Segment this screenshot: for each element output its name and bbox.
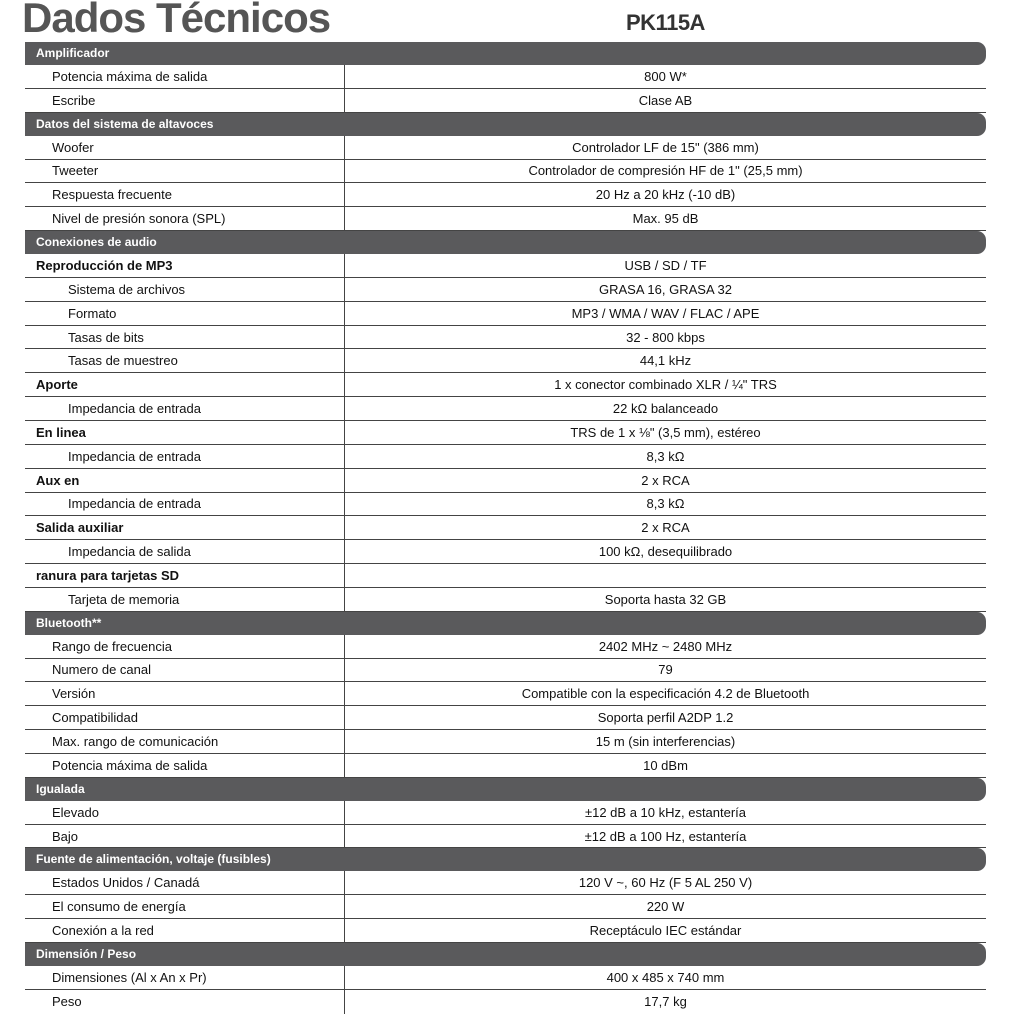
spec-label: Tweeter [25,160,345,183]
section-header: Amplificador [25,42,986,65]
spec-value: ±12 dB a 10 kHz, estantería [584,804,747,820]
spec-value: GRASA 16, GRASA 32 [599,281,732,297]
spec-value: 15 m (sin interferencias) [595,734,736,750]
spec-value: 17,7 kg [644,994,687,1010]
spec-label: Bajo [25,825,345,848]
spec-row [25,682,986,706]
spec-label: El consumo de energía [25,895,345,918]
spec-label: Max. rango de comunicación [25,730,345,753]
spec-row [25,254,986,278]
spec-value: MP3 / WMA / WAV / FLAC / APE [571,305,760,321]
section-header: Igualada [25,778,986,801]
spec-value: 2 x RCA [641,520,690,536]
spec-value: 2402 MHz ~ 2480 MHz [598,638,733,654]
spec-row [25,349,986,373]
spec-row [25,966,986,990]
spec-value: Compatible con la especificación 4.2 de Bluetooth [521,686,810,702]
spec-row [25,469,986,493]
spec-value: 1 x conector combinado XLR / ¼" TRS [554,377,777,393]
spec-row [25,895,986,919]
spec-value: 8,3 kΩ [646,448,685,464]
section-header: Conexiones de audio [25,231,986,254]
spec-row [25,65,986,89]
section-header: Fuente de alimentación, voltaje (fusibles) [25,848,986,871]
spec-value: 22 kΩ balanceado [612,401,719,417]
spec-row [25,373,986,397]
spec-value: 32 - 800 kbps [626,329,705,345]
spec-label: Aporte [25,373,345,396]
spec-value: Soporta perfil A2DP 1.2 [597,710,734,726]
spec-label: Peso [25,990,345,1014]
spec-table [25,42,986,1014]
spec-label: Escribe [25,89,345,112]
spec-label: ranura para tarjetas SD [25,564,345,587]
spec-row [25,183,986,207]
spec-value: ±12 dB a 100 Hz, estantería [584,828,747,844]
spec-label: Potencia máxima de salida [25,754,345,777]
spec-label: Tarjeta de memoria [25,588,345,611]
spec-row [25,801,986,825]
page-title: Dados Técnicos [22,0,331,41]
spec-value: Max. 95 dB [632,211,699,227]
section-header: Datos del sistema de altavoces [25,113,986,136]
spec-label: Formato [25,302,345,325]
spec-value: 10 dBm [643,757,688,773]
spec-value: 44,1 kHz [639,353,692,369]
spec-value: Soporta hasta 32 GB [604,591,727,607]
spec-label: Potencia máxima de salida [25,65,345,88]
spec-label: Impedancia de entrada [25,493,345,516]
spec-row [25,706,986,730]
spec-row [25,207,986,231]
model-name: PK115A [626,10,705,35]
spec-value: Controlador de compresión HF de 1" (25,5 mm) [528,163,803,179]
spec-label: Rango de frecuencia [25,635,345,658]
spec-row [25,659,986,683]
spec-row [25,588,986,612]
spec-row [25,160,986,184]
spec-value: 2 x RCA [641,472,690,488]
spec-value: 800 W* [644,68,687,84]
spec-row [25,754,986,778]
spec-row [25,516,986,540]
spec-value: TRS de 1 x ⅛" (3,5 mm), estéreo [570,424,761,440]
spec-label: Elevado [25,801,345,824]
spec-value [345,564,986,587]
spec-label: Aux en [25,469,345,492]
spec-label: Impedancia de salida [25,540,345,563]
spec-row [25,871,986,895]
spec-row [25,493,986,517]
spec-label: Salida auxiliar [25,516,345,539]
spec-label: Respuesta frecuente [25,183,345,206]
spec-label: Tasas de muestreo [25,349,345,372]
spec-label: Nivel de presión sonora (SPL) [25,207,345,230]
spec-label: Sistema de archivos [25,278,345,301]
spec-row [25,990,986,1014]
spec-row [25,540,986,564]
section-header: Dimensión / Peso [25,943,986,966]
spec-row [25,278,986,302]
spec-label: Estados Unidos / Canadá [25,871,345,894]
spec-value: USB / SD / TF [624,257,707,273]
spec-row [25,564,986,588]
spec-value: 400 x 485 x 740 mm [606,969,725,985]
spec-row [25,302,986,326]
spec-label: Dimensiones (Al x An x Pr) [25,966,345,989]
spec-value: 100 kΩ, desequilibrado [598,544,733,560]
spec-row [25,825,986,849]
spec-label: Compatibilidad [25,706,345,729]
spec-row [25,136,986,160]
spec-row [25,445,986,469]
spec-row [25,635,986,659]
spec-label: Conexión a la red [25,919,345,942]
spec-value: 20 Hz a 20 kHz (-10 dB) [595,187,736,203]
spec-label: Reproducción de MP3 [25,254,345,277]
spec-row [25,397,986,421]
spec-row [25,919,986,943]
spec-row [25,730,986,754]
spec-value: 220 W [646,899,685,915]
spec-value: Clase AB [638,92,693,108]
spec-label: Woofer [25,136,345,159]
spec-value: Receptáculo IEC estándar [589,923,742,939]
spec-row [25,89,986,113]
spec-value: 8,3 kΩ [646,496,685,512]
spec-label: Impedancia de entrada [25,445,345,468]
spec-value: 120 V ~, 60 Hz (F 5 AL 250 V) [578,875,753,891]
spec-label: Numero de canal [25,659,345,682]
section-header: Bluetooth** [25,612,986,635]
spec-row [25,326,986,350]
spec-label: Tasas de bits [25,326,345,349]
spec-label: Versión [25,682,345,705]
spec-value: Controlador LF de 15" (386 mm) [572,139,759,155]
spec-label: En linea [25,421,345,444]
spec-value: 79 [658,662,673,678]
spec-row [25,421,986,445]
spec-label: Impedancia de entrada [25,397,345,420]
